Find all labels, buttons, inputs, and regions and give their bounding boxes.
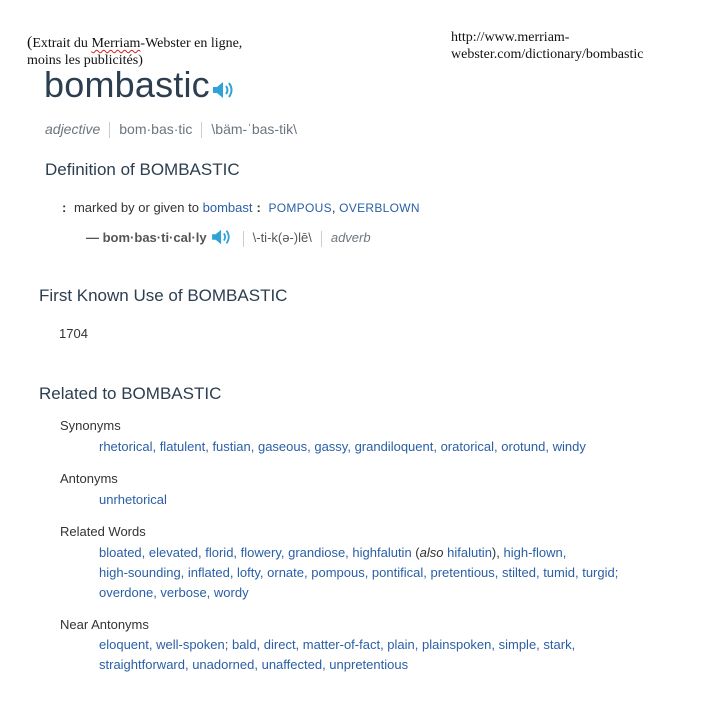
run-on-word: — bom·bas·ti·cal·ly [86,230,207,245]
syllables: bom·bas·tic [119,121,193,137]
bombast-link[interactable]: bombast [202,200,253,215]
run-on-entry [86,228,371,249]
part-of-speech[interactable]: adjective [45,121,101,137]
entry-attributes [45,121,297,138]
synonym-comma: , [331,200,336,215]
note-line2: moins les publicités) [27,53,143,68]
synonym-colon: : [256,200,261,215]
divider [201,122,202,138]
related-words-line-2[interactable]: high-sounding, inflated, lofty, ornate, pompous, pontifical, pretentious, stilted, tumid, turgid; [99,565,619,580]
note-before: Extrait du [32,36,92,51]
definition-text: marked by or given to [73,200,199,215]
first-use-title: First Known Use of BOMBASTIC [39,286,288,305]
near-antonyms-line-1[interactable]: eloquent, well-spoken; bald, direct, matter-of-fact, plain, plainspoken, simple, stark, [99,637,576,652]
note-paren: ( [27,34,33,51]
speaker-icon[interactable] [212,80,236,105]
related-title: Related to BOMBASTIC [39,384,222,403]
also-label: also [419,545,444,560]
synonym-pompous-link[interactable]: POMPOUS [268,201,332,215]
paren-open: ( [411,545,420,560]
url-line1: http://www.merriam- [451,30,570,45]
near-antonyms-line-2[interactable]: straightforward, unadorned, unaffected, unpretentious [99,657,409,672]
near-antonyms-list [99,635,575,675]
hifalutin-link[interactable]: hifalutin [443,545,492,560]
related-words-list [99,543,618,603]
near-antonyms-label: Near Antonyms [60,617,149,632]
paren-close: ), [491,545,504,560]
speaker-icon[interactable] [210,228,234,249]
note-brand: Merriam [91,36,141,51]
antonyms-list[interactable]: unrhetorical [99,492,167,507]
divider [243,231,244,247]
high-flown-link[interactable]: high-flown, [503,545,567,560]
run-on-pronunciation: \-ti-k(ə-)lē\ [252,230,312,245]
note-after: -Webster en ligne, [140,36,243,51]
synonym-overblown-link[interactable]: OVERBLOWN [339,201,420,215]
related-words-line-3[interactable]: overdone, verbose, wordy [99,585,249,600]
pronunciation: \bäm-ˈbas-tik\ [211,121,297,137]
related-words-line-1 [99,543,618,563]
headword: bombastic [44,64,210,105]
related-words-segment[interactable]: bloated, elevated, florid, flowery, grandiose, highfalutin [99,545,412,560]
first-use-year: 1704 [59,326,88,341]
definition-line [62,200,420,215]
sense-colon: : [62,200,67,215]
antonyms-label: Antonyms [60,471,118,486]
definition-title: Definition of BOMBASTIC [45,160,240,179]
related-words-label: Related Words [60,524,146,539]
divider [109,122,110,138]
source-url [451,29,701,63]
url-line2: webster.com/dictionary/bombastic [451,47,644,62]
run-on-part-of-speech[interactable]: adverb [330,230,371,245]
synonyms-list[interactable]: rhetorical, flatulent, fustian, gaseous, gassy, grandiloquent, oratorical, orotund, windy [99,439,586,454]
divider [321,231,322,247]
synonyms-label: Synonyms [60,418,121,433]
